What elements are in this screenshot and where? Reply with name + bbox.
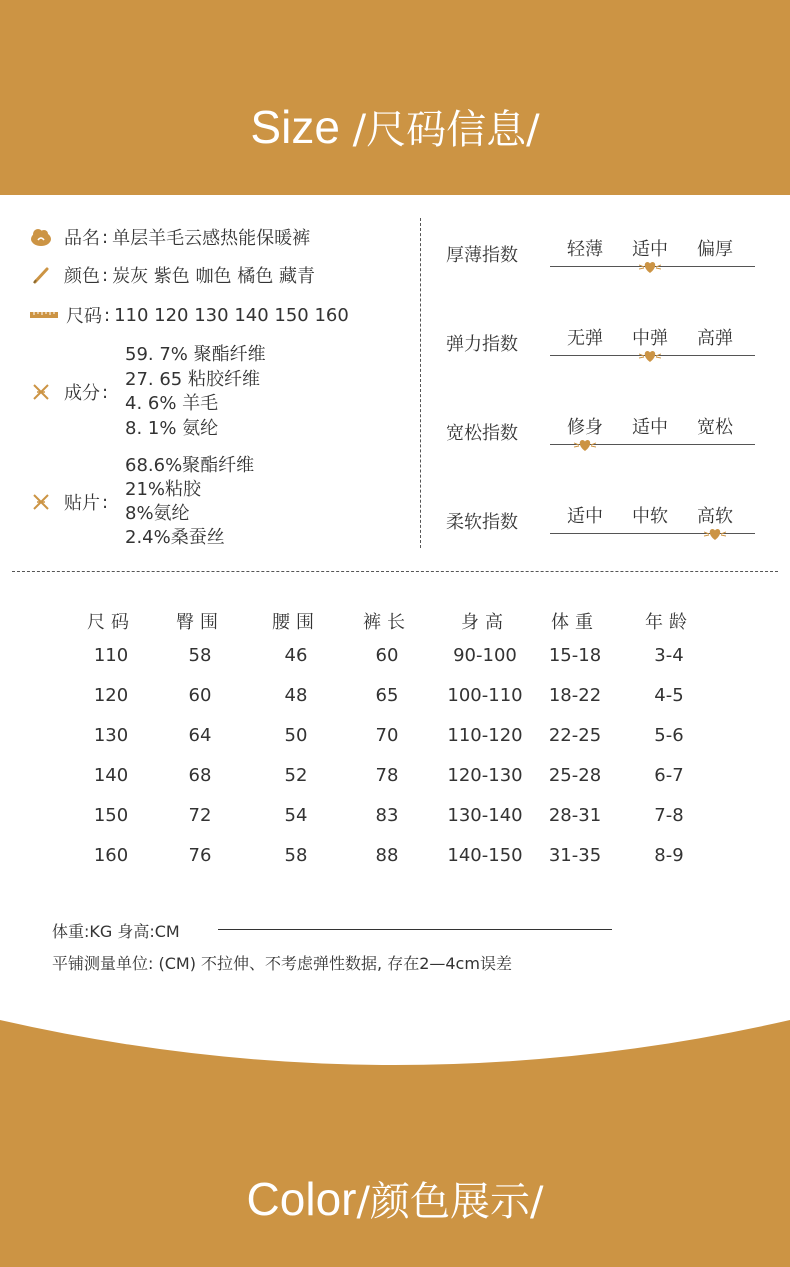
table-cell: 110-120 <box>447 725 523 746</box>
table-cell: 48 <box>284 685 308 706</box>
index-option: 中弹 <box>632 328 668 349</box>
table-cell: 140 <box>93 765 129 786</box>
color-title-en: Color <box>246 1173 357 1225</box>
horizontal-divider <box>12 571 778 572</box>
table-cell: 76 <box>188 845 212 866</box>
index-option: 修身 <box>567 417 603 438</box>
product-size-label: 尺码 <box>66 306 102 327</box>
pen-icon <box>30 264 52 286</box>
table-cell: 54 <box>284 805 308 826</box>
index-label: 柔软指数 <box>446 512 518 533</box>
table-header-cell: 身高 <box>461 612 509 633</box>
table-cell: 4-5 <box>654 685 684 706</box>
table-cell: 18-22 <box>548 685 602 706</box>
units-note: 体重:KG 身高:CM <box>52 922 180 941</box>
index-option: 无弹 <box>567 328 603 349</box>
size-title-cn: /尺码信息/ <box>339 107 540 153</box>
dna-icon <box>30 491 52 513</box>
table-cell: 15-18 <box>548 645 602 666</box>
table-cell: 70 <box>375 725 399 746</box>
index-label: 弹力指数 <box>446 334 518 355</box>
ruler-icon <box>30 304 58 326</box>
product-name-colon: : <box>102 226 109 248</box>
table-cell: 8-9 <box>654 845 684 866</box>
table-header-cell: 年龄 <box>645 612 693 633</box>
product-color-colon: : <box>102 264 109 286</box>
index-option: 宽松 <box>697 417 733 438</box>
composition-label: 成分 <box>64 383 100 404</box>
patch-row <box>30 489 112 515</box>
table-cell: 52 <box>284 765 308 786</box>
composition-list <box>125 343 266 441</box>
table-header-cell: 臀围 <box>176 612 224 633</box>
table-cell: 7-8 <box>654 805 684 826</box>
heart-icon <box>704 527 726 541</box>
table-cell: 5-6 <box>654 725 684 746</box>
index-label: 厚薄指数 <box>446 245 518 266</box>
product-color-value: 炭灰 紫色 咖色 橘色 藏青 <box>112 266 315 287</box>
composition-item: 27. 65 粘胶纤维 <box>125 368 260 390</box>
color-banner-title <box>0 1170 790 1227</box>
table-header-cell: 体重 <box>551 612 599 633</box>
table-cell: 160 <box>93 845 129 866</box>
table-cell: 64 <box>188 725 212 746</box>
index-option: 中软 <box>632 506 668 527</box>
product-size-row <box>30 302 349 328</box>
heart-icon <box>639 349 661 363</box>
table-cell: 150 <box>93 805 129 826</box>
heart-icon <box>574 438 596 452</box>
product-name-row <box>30 224 310 250</box>
table-cell: 110 <box>93 645 129 666</box>
index-label: 宽松指数 <box>446 423 518 444</box>
composition-item: 4. 6% 羊毛 <box>125 393 219 414</box>
patch-item: 68.6%聚酯纤维 <box>125 455 255 476</box>
index-option: 适中 <box>632 417 668 438</box>
patch-list <box>125 454 254 550</box>
table-cell: 90-100 <box>453 645 517 666</box>
product-name-value: 单层羊毛云感热能保暖裤 <box>112 228 311 249</box>
color-title-cn: /颜色展示/ <box>356 1179 544 1225</box>
table-cell: 130-140 <box>447 805 523 826</box>
table-cell: 78 <box>375 765 399 786</box>
table-cell: 31-35 <box>548 845 602 866</box>
measure-note: 平铺测量单位: (CM) 不拉伸、不考虑弹性数据, 存在2—4cm误差 <box>52 954 512 973</box>
cloud-hand-icon <box>30 226 52 248</box>
size-title-en: Size <box>250 101 340 153</box>
index-option: 高弹 <box>697 328 733 349</box>
index-option: 偏厚 <box>697 239 733 260</box>
heart-icon <box>639 260 661 274</box>
patch-label: 贴片 <box>64 493 100 514</box>
table-cell: 28-31 <box>548 805 602 826</box>
product-size-colon: : <box>104 304 111 326</box>
table-cell: 68 <box>188 765 212 786</box>
patch-item: 8%氨纶 <box>125 503 190 524</box>
composition-item: 8. 1% 氨纶 <box>125 417 219 439</box>
patch-item: 21%粘胶 <box>125 479 202 500</box>
composition-item: 59. 7% 聚酯纤维 <box>125 344 266 365</box>
table-cell: 58 <box>188 645 212 666</box>
table-header-cell: 尺码 <box>87 612 135 633</box>
composition-colon: : <box>102 381 109 403</box>
table-cell: 46 <box>284 645 308 666</box>
table-cell: 83 <box>375 805 399 826</box>
product-color-row <box>30 262 315 288</box>
patch-colon: : <box>102 491 109 513</box>
table-cell: 130 <box>93 725 129 746</box>
table-cell: 60 <box>188 685 212 706</box>
table-cell: 6-7 <box>654 765 684 786</box>
table-cell: 120 <box>93 685 129 706</box>
table-cell: 100-110 <box>447 685 523 706</box>
units-note-line <box>218 929 612 930</box>
patch-item: 2.4%桑蚕丝 <box>125 527 225 548</box>
table-cell: 60 <box>375 645 399 666</box>
table-cell: 58 <box>284 845 308 866</box>
table-cell: 3-4 <box>654 645 684 666</box>
table-cell: 22-25 <box>548 725 602 746</box>
index-option: 轻薄 <box>567 239 603 260</box>
index-option: 适中 <box>632 239 668 260</box>
table-cell: 65 <box>375 685 399 706</box>
table-cell: 140-150 <box>447 845 523 866</box>
product-color-label: 颜色 <box>64 266 100 287</box>
product-size-value: 110 120 130 140 150 160 <box>114 304 349 326</box>
table-header-cell: 裤长 <box>363 612 411 633</box>
table-cell: 88 <box>375 845 399 866</box>
table-cell: 50 <box>284 725 308 746</box>
size-banner-title <box>0 98 790 155</box>
index-option: 适中 <box>567 506 603 527</box>
dna-icon <box>30 381 52 403</box>
table-cell: 25-28 <box>548 765 602 786</box>
composition-row <box>30 379 112 405</box>
index-option: 高软 <box>697 506 733 527</box>
product-name-label: 品名 <box>64 228 100 249</box>
vertical-divider <box>420 218 421 548</box>
table-cell: 72 <box>188 805 212 826</box>
table-cell: 120-130 <box>447 765 523 786</box>
table-header-cell: 腰围 <box>272 612 320 633</box>
